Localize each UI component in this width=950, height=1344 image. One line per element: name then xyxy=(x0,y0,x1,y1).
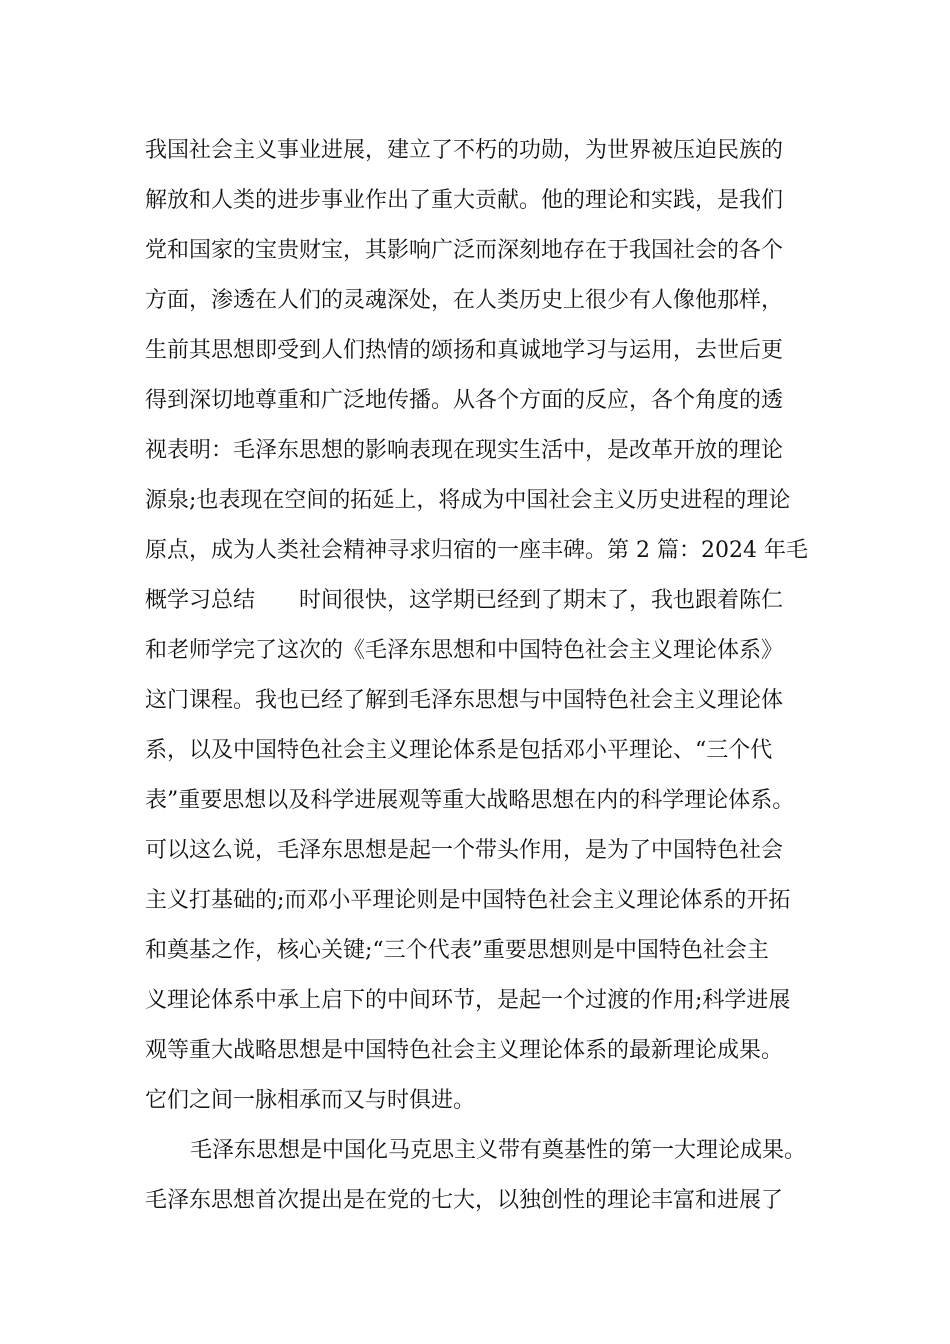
text-line: 视表明：毛泽东思想的影响表现在现实生活中，是改革开放的理论 xyxy=(145,438,784,463)
text-line: 概学习总结 时间很快，这学期已经到了期末了，我也跟着陈仁 xyxy=(145,588,784,613)
text-line: 表”重要思想以及科学进展观等重大战略思想在内的科学理论体系。 xyxy=(145,788,795,813)
text-line: 义理论体系中承上启下的中间环节，是起一个过渡的作用;科学进展 xyxy=(145,988,791,1013)
text-line: 方面，渗透在人们的灵魂深处，在人类历史上很少有人像他那样， xyxy=(145,288,784,313)
text-line: 得到深切地尊重和广泛地传播。从各个方面的反应，各个角度的透 xyxy=(145,388,784,413)
text-line: 毛泽东思想首次提出是在党的七大，以独创性的理论丰富和进展了 xyxy=(145,1188,784,1213)
text-line: 我国社会主义事业进展，建立了不朽的功勋，为世界被压迫民族的 xyxy=(145,138,784,163)
text-line: 可以这么说，毛泽东思想是起一个带头作用，是为了中国特色社会 xyxy=(145,838,784,863)
text-line: 和老师学完了这次的《毛泽东思想和中国特色社会主义理论体系》 xyxy=(145,638,784,663)
text-line: 主义打基础的;而邓小平理论则是中国特色社会主义理论体系的开拓 xyxy=(145,888,791,913)
text-line: 系，以及中国特色社会主义理论体系是包括邓小平理论、“三个代 xyxy=(145,738,773,763)
text-line: 源泉;也表现在空间的拓延上，将成为中国社会主义历史进程的理论 xyxy=(145,488,791,513)
text-line: 和奠基之作，核心关键;“三个代表”重要思想则是中国特色社会主 xyxy=(145,938,769,963)
text-line: 解放和人类的进步事业作出了重大贡献。他的理论和实践，是我们 xyxy=(145,188,784,213)
paragraph-first-line: 毛泽东思想是中国化马克思主义带有奠基性的第一大理论成果。 xyxy=(190,1138,807,1163)
text-line: 原点，成为人类社会精神寻求归宿的一座丰碑。第 2 篇：2024 年毛 xyxy=(145,538,808,563)
text-line: 这门课程。我也已经了解到毛泽东思想与中国特色社会主义理论体 xyxy=(145,688,784,713)
text-line: 党和国家的宝贵财宝，其影响广泛而深刻地存在于我国社会的各个 xyxy=(145,238,784,263)
text-line: 它们之间一脉相承而又与时俱进。 xyxy=(145,1088,476,1113)
text-line: 观等重大战略思想是中国特色社会主义理论体系的最新理论成果。 xyxy=(145,1038,784,1063)
text-line: 生前其思想即受到人们热情的颂扬和真诚地学习与运用，去世后更 xyxy=(145,338,784,363)
